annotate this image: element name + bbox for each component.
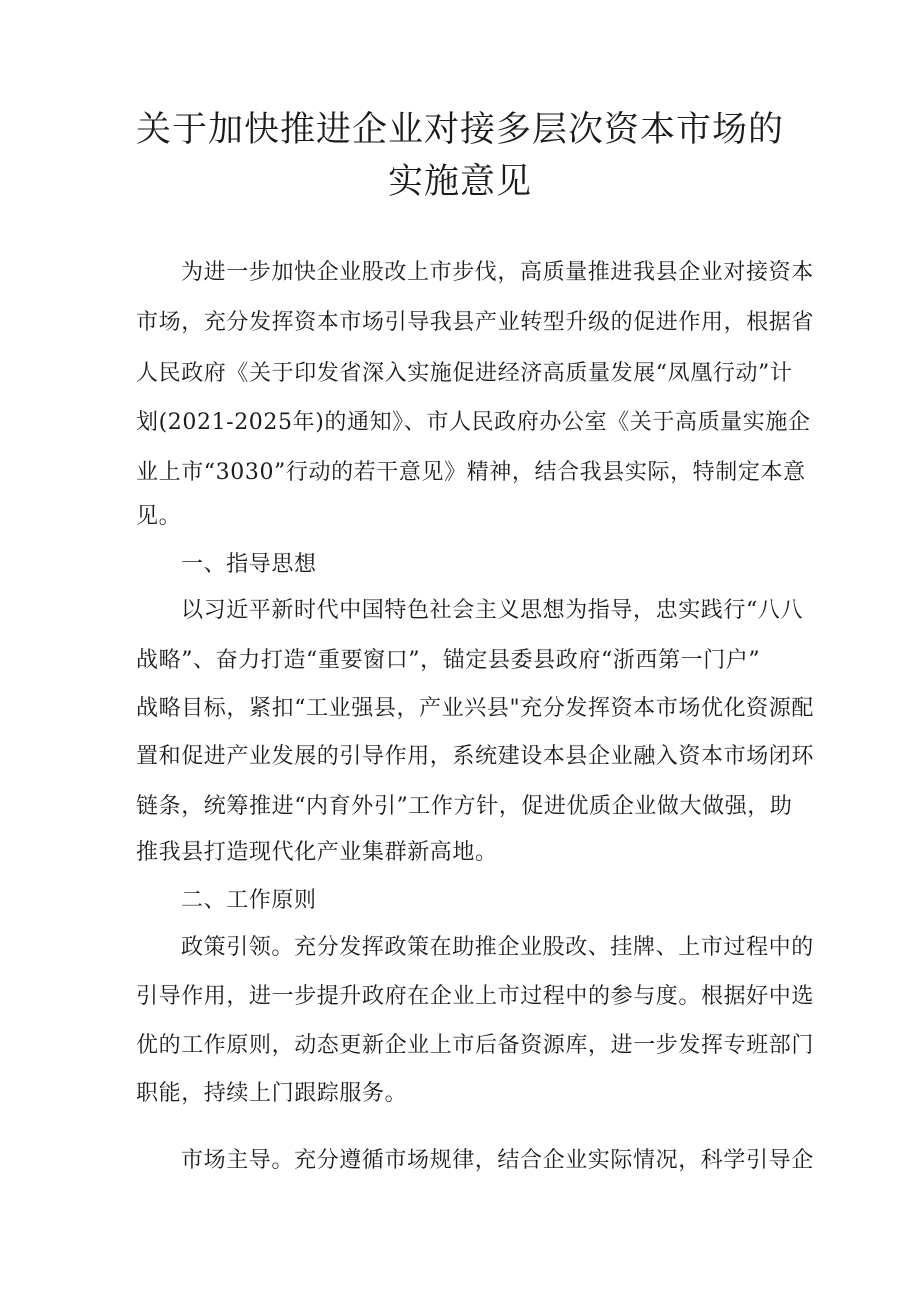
paragraph-line: 政策引领。充分发挥政策在助推企业股改、挂牌、上市过程中的 bbox=[181, 935, 814, 960]
paragraph-line: 引导作用，进一步提升政府在企业上市过程中的参与度。根据好中选 bbox=[136, 984, 815, 1009]
section-heading: 二、工作原则 bbox=[181, 888, 317, 913]
paragraph-line: 链条，统筹推进“内育外引”工作方针，促进优质企业做大做强，助 bbox=[136, 794, 793, 819]
paragraph-line: 以习近平新时代中国特色社会主义思想为指导，忠实践行“八八 bbox=[181, 598, 804, 623]
paragraph-line: 见。 bbox=[136, 504, 182, 529]
paragraph-line: 优的工作原则，动态更新企业上市后备资源库，进一步发挥专班部门 bbox=[136, 1033, 815, 1058]
section-heading: 一、指导思想 bbox=[181, 552, 317, 577]
paragraph-line: 市场，充分发挥资本市场引导我县产业转型升级的促进作用，根据省 bbox=[136, 310, 815, 335]
paragraph-line: 划(2021-2025年)的通知》、市人民政府办公室《关于高质量实施企 bbox=[136, 410, 811, 435]
paragraph-line: 人民政府《关于印发省深入实施促进经济高质量发展“凤凰行动”计 bbox=[136, 361, 793, 386]
paragraph-line: 业上市“3030”行动的若干意见》精神，结合我县实际，特制定本意 bbox=[136, 460, 806, 485]
paragraph-line: 职能，持续上门跟踪服务。 bbox=[136, 1081, 408, 1106]
paragraph-line: 战略”、奋力打造“重要窗口”，锚定县委县政府“浙西第一门户” bbox=[136, 648, 761, 673]
paragraph-line: 为进一步加快企业股改上市步伐，高质量推进我县企业对接资本 bbox=[181, 260, 814, 285]
paragraph-line: 置和促进产业发展的引导作用，系统建设本县企业融入资本市场闭环 bbox=[136, 744, 815, 769]
paragraph-line: 市场主导。充分遵循市场规律，结合企业实际情况，科学引导企 bbox=[181, 1148, 814, 1173]
document-title-line-2: 实施意见 bbox=[387, 162, 532, 202]
document-title-line-1: 关于加快推进企业对接多层次资本市场的 bbox=[135, 110, 784, 150]
paragraph-line: 推我县打造现代化产业集群新高地。 bbox=[136, 840, 498, 865]
paragraph-line: 战略目标，紧扣“工业强县，产业兴县"充分发挥资本市场优化资源配 bbox=[136, 696, 814, 721]
